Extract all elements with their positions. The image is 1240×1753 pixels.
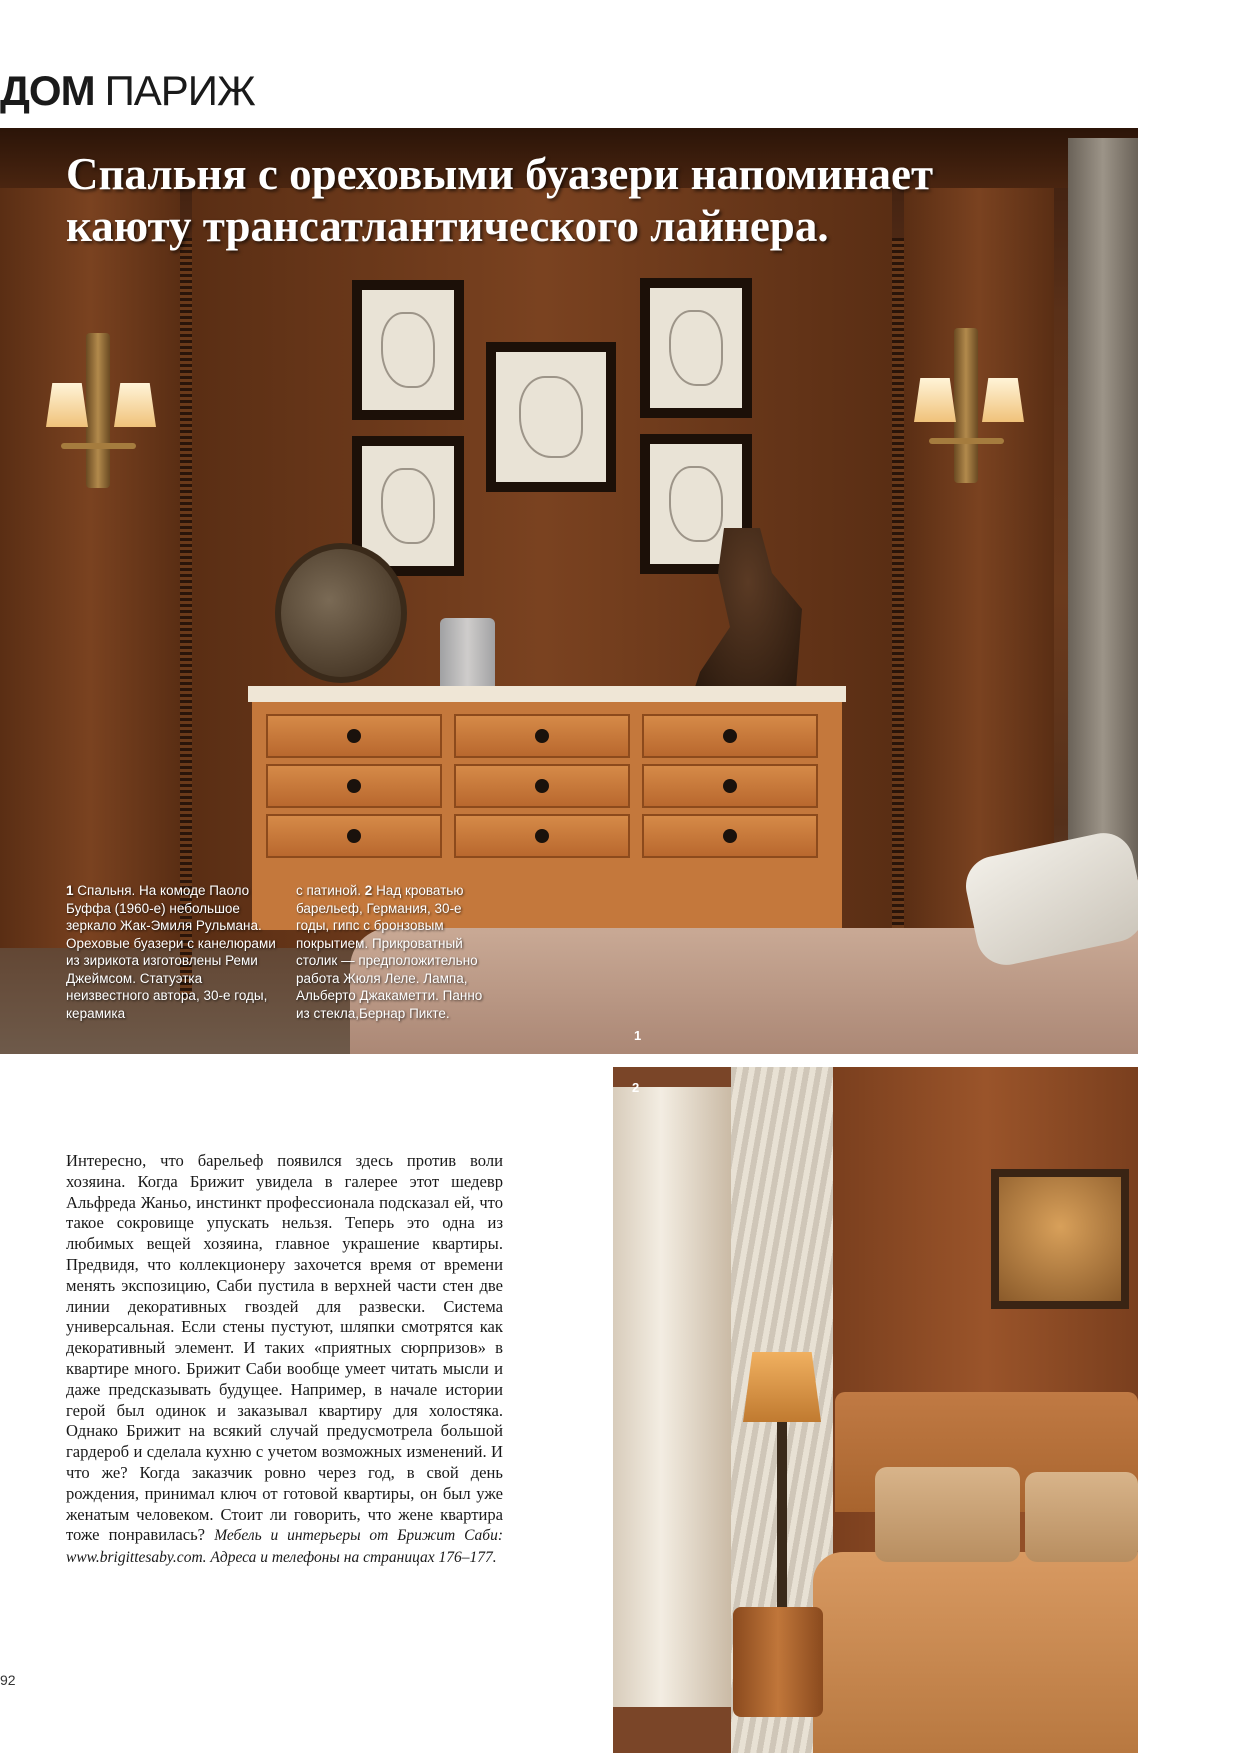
section-label [0, 67, 255, 114]
caption-number: 2 [364, 883, 373, 898]
section-label-bold: ДОМ [0, 67, 95, 114]
lamp-shade [743, 1352, 821, 1422]
bedside-table [733, 1607, 823, 1717]
caption-text: с патиной. [296, 883, 362, 898]
round-mirror [275, 543, 407, 683]
framed-drawing [486, 342, 616, 492]
photo-headline [66, 148, 1066, 252]
bedroom-detail-photo [613, 1067, 1138, 1753]
article-paragraph: Интересно, что барельеф появился здесь против воли хозяина. Когда Брижит увидела в галерее этот шедевр Альфреда Жаньо, инстинкт профессионала подсказал ей, что такое сокровище упускать нельзя. Теперь это одна из любимых вещей хозяина, главное украшение квартиры. Предвидя, что коллекционеру захочется время от времени менять экспозицию, Саби пустила в верхней части стен две линии декоративных гвоздей для развески. Система универсальная. Если стены пустуют, шляпки смотрятся как декоративный элемент. И таких «приятных сюрпризов» в квартире много. Брижит Саби вообще умеет читать мысли и даже предсказывать будущее. Например, в начале истории герой был одинок и заказывал квартиру для холостяка. Однако Брижит на всякий случай предусмотрела большой гардероб и сделала кухню с учетом возможных изменений. И что же? Когда заказчик ровно через год, в свой день рождения, принимал ключ от готовой квартиры, он был уже женатым человеком. Стоит ли говорить, что жене квартира тоже понравилась? [66, 1151, 503, 1545]
caption-text: Спальня. На комоде Паоло Буффа (1960-е) небольшое зеркало Жак-Эмиля Рульмана. Ореховые буазери с канелюрами из зирикота изготовлены Реми Джеймсом. Статуэтка неизвестного автора, 30-е годы, керамика [66, 883, 276, 1021]
photo-number: 2 [632, 1080, 640, 1095]
section-label-city: ПАРИЖ [104, 67, 255, 114]
photo-caption-right [296, 882, 488, 1022]
reeded-pilaster [892, 238, 904, 998]
page-number: 92 [0, 1672, 16, 1688]
pillow [875, 1467, 1020, 1562]
photo-number: 1 [634, 1028, 642, 1043]
curtain [1068, 138, 1138, 878]
headline-line: Спальня с ореховыми буазери напоминает [66, 149, 934, 199]
wall-sconce [46, 333, 156, 493]
wall-panel [0, 188, 180, 948]
article-credits: Мебель и интерьеры от Брижит Саби: www.brigittesaby.com. Адреса и телефоны на страницах 176–177. [66, 1527, 503, 1567]
bas-relief [991, 1169, 1129, 1309]
caption-number: 1 [66, 883, 74, 898]
photo-caption-left [66, 882, 276, 1022]
framed-drawing [352, 280, 464, 420]
curtain [613, 1087, 733, 1707]
pillow [1025, 1472, 1138, 1562]
wall-sconce [914, 328, 1024, 488]
headline-line: каюту трансатлантического лайнера. [66, 201, 829, 251]
article-body [66, 1151, 503, 1569]
caption-text: Над кроватью барельеф, Германия, 30-е годы, гипс с бронзовым покрытием. Прикроватный столик — предположительно работа Жюля Леле. Лампа, Альберто Джакаметти. Панно из стекла,Бернар Пикте. [296, 883, 483, 1021]
wall-panel [904, 188, 1054, 948]
framed-drawing [640, 278, 752, 418]
bed [813, 1552, 1138, 1753]
lamp-stem [777, 1422, 787, 1607]
